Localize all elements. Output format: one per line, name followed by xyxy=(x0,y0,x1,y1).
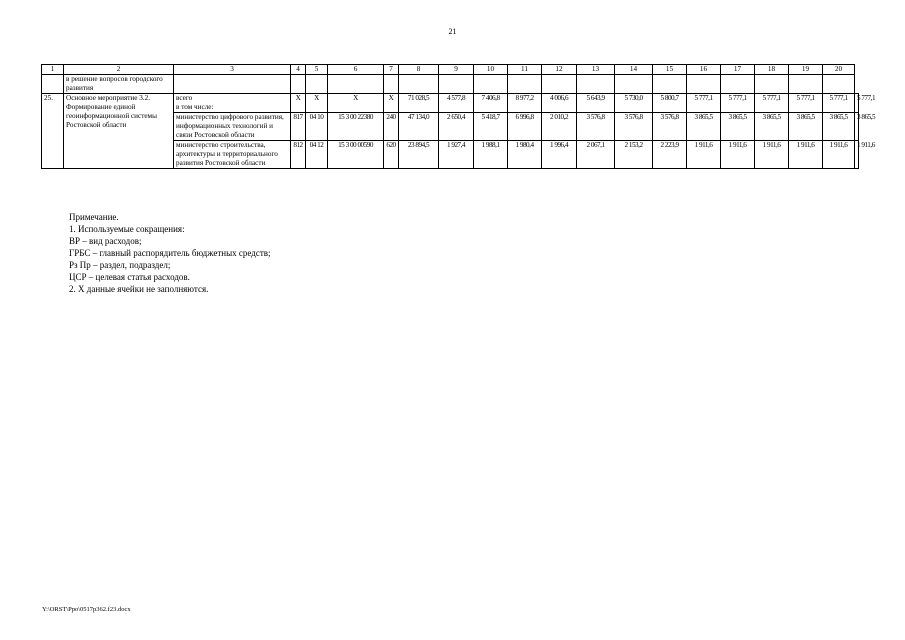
table-cell: 4 577,8 xyxy=(439,94,474,113)
table-cell: 5 800,7 xyxy=(653,94,687,113)
table-cell: X xyxy=(328,94,384,113)
executor-cell: всего в том числе: xyxy=(174,94,291,113)
table-cell xyxy=(755,75,789,94)
table-cell xyxy=(615,75,653,94)
table-cell xyxy=(384,75,399,94)
column-header: 10 xyxy=(474,65,508,75)
notes-line-rzpr: Рз Пр – раздел, подраздел; xyxy=(69,260,171,270)
table-cell: 3 865,5 xyxy=(755,113,789,141)
table-cell: 8 977,2 xyxy=(508,94,542,113)
notes-line-abbreviations: 1. Используемые сокращения: xyxy=(69,224,185,234)
column-header: 4 xyxy=(291,65,306,75)
table-cell xyxy=(291,75,306,94)
table-cell xyxy=(721,75,755,94)
continuation-text: в решение вопросов городского развития xyxy=(64,75,174,94)
notes-line-grbs: ГРБС – главный распорядитель бюджетных средств; xyxy=(69,248,271,258)
table-header-row xyxy=(42,65,859,75)
executor-cell: министерство цифрового развития, информационных технологий и связи Ростовской области xyxy=(174,113,291,141)
table-cell xyxy=(687,75,721,94)
column-header: 20 xyxy=(823,65,855,75)
table-cell: 2 650,4 xyxy=(439,113,474,141)
table-cell: 1 911,6 xyxy=(721,141,755,169)
budget-table xyxy=(41,64,876,169)
table-cell xyxy=(542,75,577,94)
table-cell: 620 xyxy=(384,141,399,169)
table-cell: 47 134,0 xyxy=(399,113,439,141)
table-cell: 04 10 xyxy=(306,113,328,141)
table-row xyxy=(42,75,859,94)
table-cell: 3 865,5 xyxy=(855,113,859,141)
table-cell xyxy=(474,75,508,94)
table-cell: 3 865,5 xyxy=(687,113,721,141)
table-cell xyxy=(653,75,687,94)
table-cell xyxy=(439,75,474,94)
table-cell xyxy=(174,75,291,94)
column-header: 3 xyxy=(174,65,291,75)
table-cell: 15 3 00 00590 xyxy=(328,141,384,169)
table-cell: 5 418,7 xyxy=(474,113,508,141)
column-header: 19 xyxy=(789,65,823,75)
table-cell: 3 576,8 xyxy=(577,113,615,141)
table-cell: 1 927,4 xyxy=(439,141,474,169)
column-header: 16 xyxy=(687,65,721,75)
table-cell: 5 643,9 xyxy=(577,94,615,113)
table-cell xyxy=(42,75,64,94)
table-cell: 1 911,6 xyxy=(789,141,823,169)
table-cell: 2 153,2 xyxy=(615,141,653,169)
notes-line-vr: ВР – вид расходов; xyxy=(69,236,142,246)
table-cell: 6 996,8 xyxy=(508,113,542,141)
table-cell: 71 028,5 xyxy=(399,94,439,113)
table-cell: 3 576,8 xyxy=(615,113,653,141)
table-cell xyxy=(399,75,439,94)
table-cell: 5 777,1 xyxy=(721,94,755,113)
column-header: 7 xyxy=(384,65,399,75)
table-cell: 5 777,1 xyxy=(789,94,823,113)
column-header: 2 xyxy=(64,65,174,75)
table-cell: 4 006,6 xyxy=(542,94,577,113)
table-cell: 15 3 00 22380 xyxy=(328,113,384,141)
table-cell: 5 730,0 xyxy=(615,94,653,113)
table-row xyxy=(42,94,859,113)
notes-block xyxy=(69,211,271,295)
table-cell: 1 996,4 xyxy=(542,141,577,169)
column-header: 5 xyxy=(306,65,328,75)
table-cell: 1 911,6 xyxy=(823,141,855,169)
notes-line-x: 2. Х данные ячейки не заполняются. xyxy=(69,284,209,294)
table-cell: 3 865,5 xyxy=(721,113,755,141)
row-number: 25. xyxy=(42,94,64,169)
table-cell: 817 xyxy=(291,113,306,141)
table-cell: 23 894,5 xyxy=(399,141,439,169)
table-cell xyxy=(328,75,384,94)
executor-cell: министерство строительства, архитектуры и территориального развития Ростовской области xyxy=(174,141,291,169)
table-cell xyxy=(508,75,542,94)
table-cell xyxy=(577,75,615,94)
table-cell: 7 406,8 xyxy=(474,94,508,113)
table-cell: 5 777,1 xyxy=(755,94,789,113)
table-cell xyxy=(823,75,855,94)
table-cell: 3 865,5 xyxy=(789,113,823,141)
table-cell: 3 865,5 xyxy=(823,113,855,141)
table-cell xyxy=(306,75,328,94)
column-header: 12 xyxy=(542,65,577,75)
notes-title: Примечание. xyxy=(69,212,119,222)
table-cell: 1 911,6 xyxy=(755,141,789,169)
column-header: 17 xyxy=(721,65,755,75)
table-cell: 2 010,2 xyxy=(542,113,577,141)
notes-line-csr: ЦСР – целевая статья расходов. xyxy=(69,272,190,282)
column-header: 18 xyxy=(755,65,789,75)
table-cell: 04 12 xyxy=(306,141,328,169)
measure-name: Основное мероприятие 3.2. Формирование единой геоинформационной системы Ростовской области xyxy=(64,94,174,169)
table-cell: X xyxy=(306,94,328,113)
table-cell: 3 576,8 xyxy=(653,113,687,141)
table-cell: 1 911,6 xyxy=(855,141,859,169)
table-cell: X xyxy=(291,94,306,113)
table-cell: 5 777,1 xyxy=(855,94,859,113)
table-cell: 1 980,4 xyxy=(508,141,542,169)
column-header: 11 xyxy=(508,65,542,75)
table-cell: 240 xyxy=(384,113,399,141)
column-header: 8 xyxy=(399,65,439,75)
column-header: 6 xyxy=(328,65,384,75)
column-header: 14 xyxy=(615,65,653,75)
table-cell: 5 777,1 xyxy=(687,94,721,113)
table-cell: 5 777,1 xyxy=(823,94,855,113)
column-header: 9 xyxy=(439,65,474,75)
page-number: 21 xyxy=(448,27,457,36)
table-cell: 2 223,9 xyxy=(653,141,687,169)
table-cell xyxy=(789,75,823,94)
column-header: 13 xyxy=(577,65,615,75)
table-cell: 1 988,1 xyxy=(474,141,508,169)
table-cell: 812 xyxy=(291,141,306,169)
column-header: 15 xyxy=(653,65,687,75)
table-cell: 2 067,1 xyxy=(577,141,615,169)
table-cell: 1 911,6 xyxy=(687,141,721,169)
column-header: 1 xyxy=(42,65,64,75)
table-cell: X xyxy=(384,94,399,113)
footer-file-path: Y:\ORST\Ppo\0517p362.f23.docx xyxy=(42,606,131,613)
